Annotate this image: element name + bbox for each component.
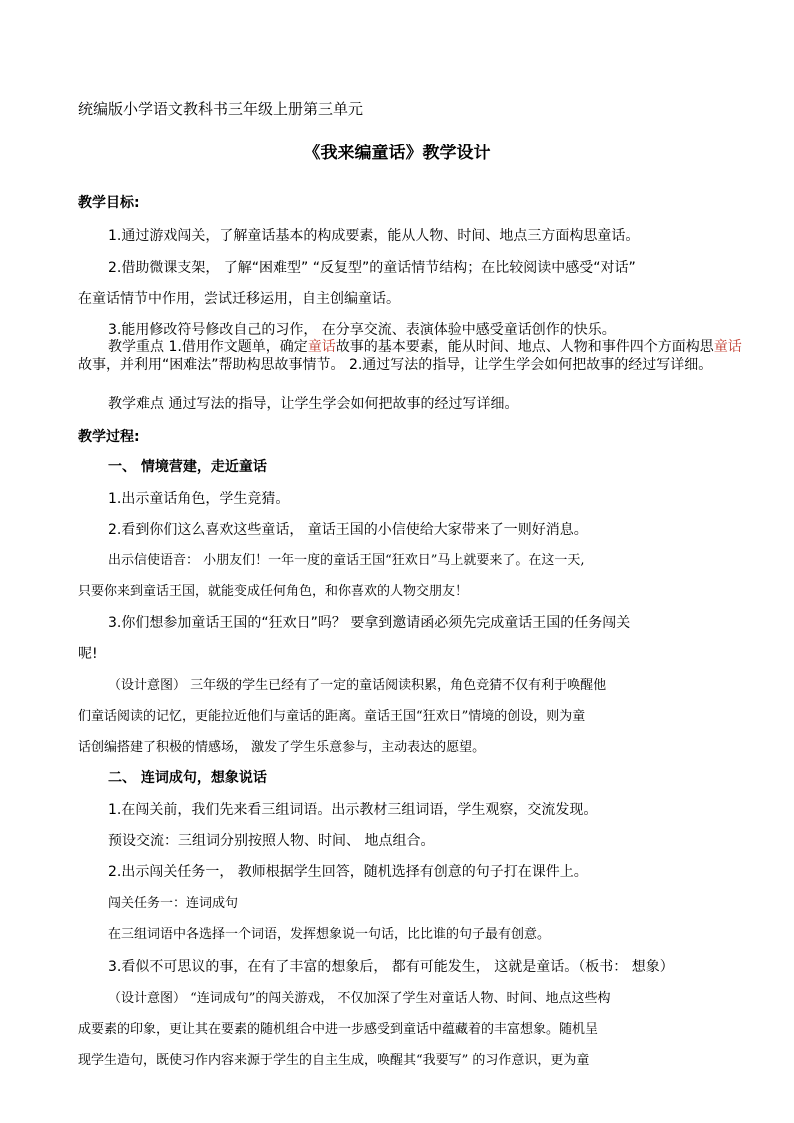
document-header: 统编版小学语文教科书三年级上册第三单元 bbox=[78, 100, 364, 118]
section-1-step-1: 1.出示童话角色，学生竞猜。 bbox=[108, 491, 290, 507]
section-2-heading: 二、 连词成句，想象说话 bbox=[108, 770, 267, 786]
design-intent-1-line-2: 们童话阅读的记忆，更能拉近他们与童话的距离。童话王国“狂欢日”情境的创设，则为童 bbox=[78, 709, 586, 724]
task-1-title: 闯关任务一：连词成句 bbox=[108, 896, 239, 911]
focus-text-3: 故事，并利用“困难法”帮助构思故事情节。 2.通过写法的指导，让学生学会如何把故事的经过写详细。 bbox=[78, 357, 713, 373]
design-intent-1-line-3: 话创编搭建了积极的情感场， 激发了学生乐意参与，主动表达的愿望。 bbox=[78, 740, 486, 755]
section-2-preset: 预设交流：三组词分别按照人物、时间、 地点组合。 bbox=[108, 833, 435, 849]
messenger-voice-line-2: 只要你来到童话王国，就能变成任何角色，和你喜欢的人物交朋友！ bbox=[78, 584, 469, 599]
section-2-step-1: 1.在闯关前，我们先来看三组词语。出示教材三组词语，学生观察，交流发现。 bbox=[108, 802, 598, 818]
document-title: 《我来编童话》教学设计 bbox=[303, 144, 491, 162]
section-2-step-3: 3.看似不可思议的事，在有了丰富的想象后， 都有可能发生， 这就是童话。（板书： 想象） bbox=[108, 959, 674, 975]
focus-text-1: 教学重点 1.借用作文题单，确定 bbox=[108, 339, 308, 355]
teaching-difficulty: 教学难点 通过写法的指导，让学生学会如何把故事的经过写详细。 bbox=[108, 396, 519, 412]
focus-text-2: 故事的基本要素，能从时间、地点、人物和事件四个方面构思 bbox=[335, 339, 714, 355]
section-1-heading: 一、 情境营建，走近童话 bbox=[108, 459, 267, 475]
section-2-step-2: 2.出示闯关任务一， 教师根据学生回答，随机选择有创意的句子打在课件上。 bbox=[108, 864, 588, 880]
messenger-voice-line-1: 出示信使语音： 小朋友们！一年一度的童话王国“狂欢日”马上就要来了。在这一天, bbox=[108, 553, 585, 568]
focus-highlight-1: 童话 bbox=[307, 339, 336, 355]
section-1-step-3-line-2: 呢! bbox=[78, 646, 98, 662]
section-1-step-2: 2.看到你们这么喜欢这些童话， 童话王国的小信使给大家带来了一则好消息。 bbox=[108, 522, 588, 538]
goals-heading: 教学目标: bbox=[78, 195, 140, 211]
goal-2-line-1: 2.借助微课支架， 了解“困难型” “反复型”的童话情节结构；在比较阅读中感受“对话” bbox=[108, 260, 636, 276]
section-1-step-3-line-1: 3.你们想参加童话王国的“狂欢日”吗？ 要拿到邀请函必须先完成童话王国的任务闯关 bbox=[108, 615, 631, 631]
teaching-focus bbox=[78, 338, 746, 374]
focus-highlight-2: 童话 bbox=[713, 339, 742, 355]
task-1-instruction: 在三组词语中各选择一个词语，发挥想象说一句话，比比谁的句子最有创意。 bbox=[108, 927, 551, 942]
goal-2-line-2: 在童话情节中作用，尝试迁移运用，自主创编童话。 bbox=[78, 291, 400, 307]
process-heading: 教学过程: bbox=[78, 429, 140, 445]
design-intent-2-line-3: 现学生造句，既使习作内容来源于学生的自主生成，唤醒其“我要写” 的习作意识，更为童 bbox=[78, 1053, 590, 1068]
design-intent-2-line-1: （设计意图） “连词成句”的闯关游戏， 不仅加深了学生对童话人物、时间、地点这些构 bbox=[108, 991, 611, 1006]
goal-3: 3.能用修改符号修改自己的习作， 在分享交流、表演体验中感受童话创作的快乐。 bbox=[108, 322, 616, 338]
design-intent-1-line-1: （设计意图） 三年级的学生已经有了一定的童话阅读积累，角色竞猜不仅有利于唤醒他 bbox=[108, 678, 607, 693]
goal-1: 1.通过游戏闯关，了解童话基本的构成要素，能从人物、时间、地点三方面构思童话。 bbox=[108, 228, 640, 244]
design-intent-2-line-2: 成要素的印象，更让其在要素的随机组合中进一步感受到童话中蕴藏着的丰富想象。随机呈 bbox=[78, 1022, 599, 1037]
